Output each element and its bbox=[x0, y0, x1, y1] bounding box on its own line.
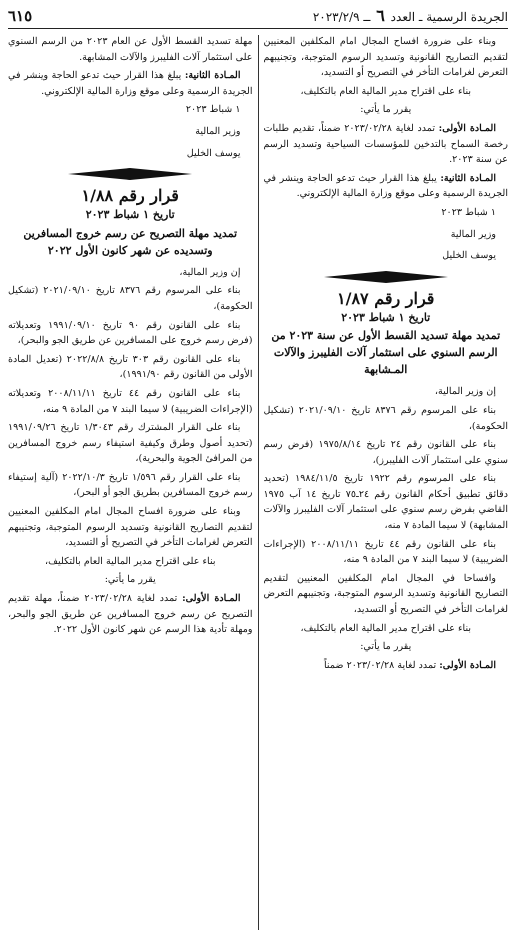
article-2 bbox=[263, 171, 508, 202]
paragraph: مهلة تسديد القسط الأول عن العام ٢٠٢٣ من الرسم السنوي على استثمار آلات الفليبرز والآلات المشابهة. bbox=[7, 36, 253, 63]
article-2 bbox=[8, 68, 253, 99]
paragraph: وافساحا في المجال امام المكلفين المعنيين لتقديم التصاريح القانونية وتسديد الرسوم المتوجبة، وتجنيبهم التعرض لغرامات التأخر في التصريح أو التسديد، bbox=[263, 572, 508, 616]
page-number: ٦١٥ bbox=[8, 7, 33, 25]
section-separator bbox=[8, 167, 253, 181]
issue-number: ٦ bbox=[376, 6, 385, 25]
paragraph: وبناء على ضرورة افساح المجال امام المكلفين المعنيين لتقديم التصاريح القانونية وتسديد الرسوم المتوجبة، وتجنيبهم التعرض لغرامات التأخر في التصريح أو التسديد، bbox=[263, 36, 508, 79]
paragraph: يقرر ما يأتي: bbox=[104, 574, 156, 586]
paragraph: إن وزير المالية، bbox=[434, 386, 496, 398]
paragraph: بناء على اقتراح مدير المالية العام بالتكليف، bbox=[300, 85, 472, 97]
article-text: يبلغ هذا القرار حيث تدعو الحاجة وينشر في الجريدة الرسمية وعلى موقع وزارة المالية الإلكتروني. bbox=[263, 172, 508, 200]
article-label: المـادة الثانية: bbox=[440, 172, 496, 184]
article-label: المـادة الأولى: bbox=[182, 593, 241, 605]
paragraph: بناء على القانون رقم ٢٤ تاريخ ١٩٧٥/٨/١٤ (فرض رسم سنوي على استثمار آلات الفليبرز)، bbox=[263, 439, 508, 466]
article-text: تمدد لغاية ٢٠٢٣/٠٢/٢٨ ضمناً، تقديم طلبات رخصة السماح بالتدخين للمؤسسات السياحية وتسديد الرسم عن سنة ٢٠٢٣. bbox=[263, 122, 508, 166]
sign-date: ١ شباط ٢٠٢٣ bbox=[441, 206, 496, 218]
decision-subject: تمديد مهلة تسديد القسط الأول عن سنة ٢٠٢٣ من الرسم السنوي على استثمار آلات الفليبرز والآلات المـشابهة bbox=[271, 329, 501, 377]
paragraph: إن وزير المالية، bbox=[179, 266, 241, 278]
decision-number: قرار رقم ١/٨٧ bbox=[337, 288, 435, 308]
paragraph: يقرر ما يأتي: bbox=[360, 104, 412, 116]
paragraph: بناء على القانون رقم ٤٤ تاريخ ٢٠٠٨/١١/١١ (الإجراءات الضريبية) لا سيما البند ٧ من المادة ٩ منه، bbox=[263, 538, 508, 566]
paragraph: بناء على القانون رقم ٣٠٣ تاريخ ٢٠٢٢/٨/٨ (تعديل المادة الأولى من القانون رقم ١٩٩١/٩٠)، bbox=[7, 353, 253, 381]
left-column bbox=[8, 34, 258, 930]
paragraph: يقرر ما يأتي: bbox=[360, 641, 412, 653]
decision-subject: تمديد مهلة التصريح عن رسم خروج المسافرين وتسديده عن شهر كانون الأول ٢٠٢٢ bbox=[23, 226, 238, 257]
decision-date: تاريخ ١ شباط ٢٠٢٣ bbox=[341, 310, 431, 324]
article-text: تمدد لغاية ٢٠٢٣/٠٢/٢٨ ضمناً bbox=[324, 659, 437, 671]
sign-date: ١ شباط ٢٠٢٣ bbox=[185, 104, 241, 116]
gazette-title: الجريدة الرسمية ـ العدد ٦ ــ ٢٠٢٣/٢/٩ bbox=[312, 6, 508, 25]
article-label: المـادة الأولى: bbox=[438, 122, 496, 134]
column-divider bbox=[258, 35, 259, 930]
sign-title: وزير المالية bbox=[450, 228, 496, 240]
paragraph: بناء على المرسوم رقم ٨٣٧٦ تاريخ ٢٠٢١/٠٩/١٠ (تشكيل الحكومة)، bbox=[263, 404, 508, 432]
right-column bbox=[258, 34, 508, 930]
sign-title: وزير المالية bbox=[195, 125, 241, 137]
article-1 bbox=[8, 591, 253, 638]
signature-block bbox=[263, 205, 508, 264]
article-1 bbox=[263, 121, 508, 168]
paragraph: بناء على القانون رقم ٤٤ تاريخ ٢٠٠٨/١١/١١ وتعديلاته (الإجراءات الضريبية) لا سيما البند ٧ من المادة ٩ منه، bbox=[7, 387, 253, 415]
separator-ornament bbox=[68, 168, 192, 180]
gazette-name: الجريدة الرسمية ـ العدد bbox=[390, 10, 508, 24]
paragraph: بناء على اقتراح مدير المالية العام بالتكليف، bbox=[44, 555, 216, 567]
sign-name: يوسف الخليل bbox=[442, 250, 496, 262]
section-separator bbox=[263, 270, 508, 284]
paragraph: بناء على المرسوم رقم ٨٣٧٦ تاريخ ٢٠٢١/٠٩/١٠ (تشكيل الحكومة)، bbox=[7, 285, 253, 312]
separator-ornament bbox=[324, 271, 448, 283]
article-text: تمدد لغاية ٢٠٢٣/٠٢/٢٨ ضمناً، مهلة تقديم التصريح عن رسم خروج المسافرين عن طريق الجو والبحر، ومهلة تأدية هذا الرسم عن شهر كانون الأول ٢٠٢٢. bbox=[7, 593, 253, 636]
issue-date: ٢٠٢٣/٢/٩ bbox=[312, 10, 360, 24]
signature-block bbox=[8, 102, 253, 161]
paragraph: بناء على المرسوم رقم ١٩٢٢ تاريخ ١٩٨٤/١١/٥ (تحديد دقائق تطبيق أحكام القانون رقم ٢٤ـ٧٥ تاريخ ١٤ آب ١٩٧٥ القاضي بفرض رسم سنوي على استثمار آلات الفليبرز والآلات المشابهة) لا سيما المادة ٧ منه، bbox=[263, 473, 508, 532]
article-label: المـادة الثانية: bbox=[184, 70, 241, 82]
paragraph: بناء على القرار المشترك رقم ١/٣٠٤٣ تاريخ ١٩٩١/٠٩/٢٦ (تحديد أصول وطرق وكيفية استيفاء رسم خروج المسافرين من المرافئ الجوية والبحرية)، bbox=[7, 422, 253, 465]
paragraph: بناء على اقتراح مدير المالية العام بالتكليف، bbox=[300, 622, 472, 634]
paragraph: وبناء على ضرورة افساح المجال امام المكلفين المعنيين لتقديم التصاريح القانونية وتسديد الرسوم المتوجبة، وتجنيبهم التعرض لغرامات التأخر في التصريح أو التسديد، bbox=[7, 506, 253, 549]
decision-number: قرار رقم ١/٨٨ bbox=[81, 186, 179, 206]
paragraph: بناء على القانون رقم ٩٠ تاريخ ١٩٩١/٠٩/١٠ وتعديلاته (فرض رسم خروج على المسافرين عن طريق الجو والبحر)، bbox=[7, 319, 253, 347]
article-1 bbox=[263, 658, 508, 674]
paragraph: بناء على القرار رقم ١/٥٩٦ تاريخ ٢٠٢٢/١٠/٣ (آلية إستيفاء رسم خروج المسافرين بطريق الجو أو البحر)، bbox=[7, 471, 253, 499]
columns bbox=[8, 34, 508, 930]
sign-name: يوسف الخليل bbox=[186, 147, 241, 159]
page-header bbox=[8, 6, 508, 29]
article-text: يبلغ هذا القرار حيث تدعو الحاجة وينشر في الجريدة الرسمية وعلى موقع وزارة المالية الإلكتروني. bbox=[7, 70, 253, 97]
decision-date: تاريخ ١ شباط ٢٠٢٣ bbox=[85, 208, 175, 222]
article-label: المـادة الأولى: bbox=[439, 659, 496, 671]
